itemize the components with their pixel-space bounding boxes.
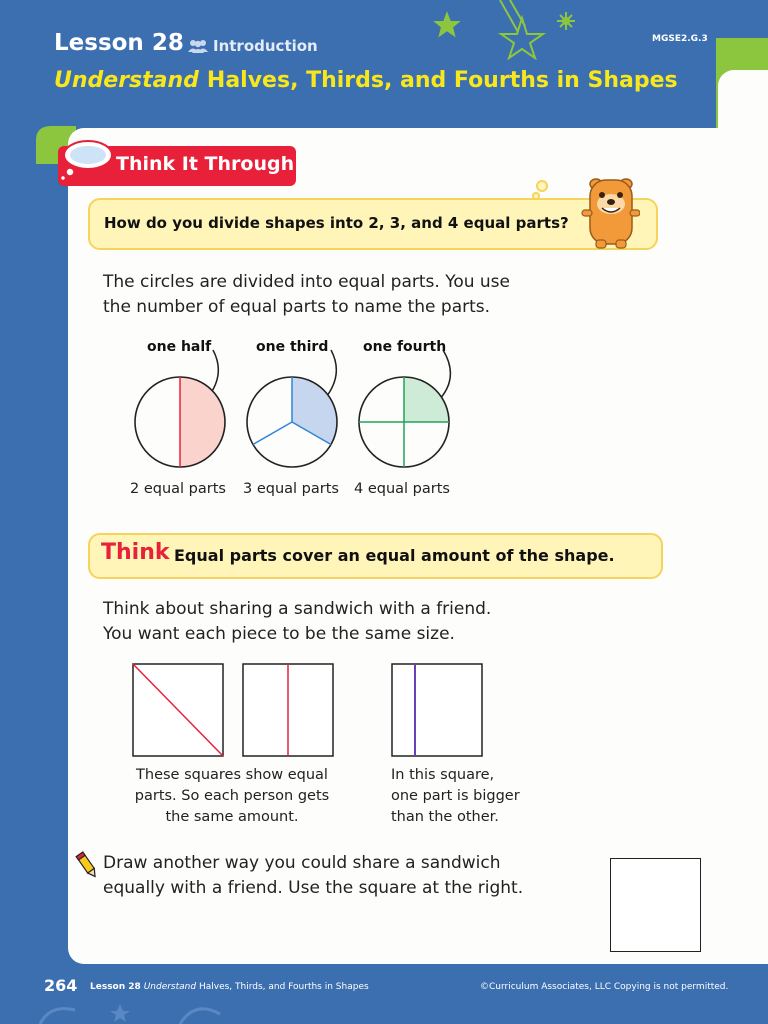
- circles-diagram: [125, 345, 465, 477]
- parts-label-4: 4 equal parts: [354, 481, 450, 497]
- lesson-number: Lesson 28: [54, 30, 184, 56]
- sandwich-line-1: Think about sharing a sandwich with a friend.: [103, 599, 492, 619]
- circle-fourths: [359, 377, 449, 467]
- intro-line-1: The circles are divided into equal parts. You use: [103, 272, 510, 292]
- caption-equal: [134, 765, 330, 828]
- title-rest: Halves, Thirds, and Fourths in Shapes: [206, 68, 678, 93]
- think-statement: Equal parts cover an equal amount of the shape.: [174, 546, 615, 565]
- footer-copyright: ©Curriculum Associates, LLC Copying is not permitted.: [480, 982, 729, 992]
- footer-lesson-num: Lesson 28: [90, 982, 141, 992]
- square-unequal: [391, 663, 483, 757]
- footer-lesson-emph: Understand: [143, 982, 197, 992]
- footer-lesson: [90, 982, 369, 992]
- sandwich-line-2: You want each piece to be the same size.: [103, 624, 455, 644]
- sandwich-paragraph: [103, 597, 491, 647]
- drawing-square[interactable]: [610, 858, 701, 952]
- caption-unequal-line-2: one part is bigger: [391, 788, 520, 804]
- mascot-icon: [530, 172, 640, 252]
- question-text: How do you divide shapes into 2, 3, and 4 equal parts?: [104, 214, 569, 232]
- people-icon: [188, 39, 208, 53]
- task-paragraph: [103, 851, 523, 901]
- label-one-half: one half: [147, 339, 212, 355]
- star-doodles: [430, 0, 590, 60]
- label-one-fourth: one fourth: [363, 339, 447, 355]
- think-it-through-title: Think It Through: [116, 153, 295, 175]
- pencil-icon: [74, 850, 100, 880]
- lesson-title: [54, 68, 678, 93]
- section-label: [188, 37, 318, 55]
- caption-equal-line-2: parts. So each person gets: [134, 788, 330, 804]
- parts-label-2: 2 equal parts: [130, 481, 226, 497]
- task-line-1: Draw another way you could share a sandwich: [103, 853, 501, 873]
- circle-thirds: [247, 377, 337, 467]
- task-line-2: equally with a friend. Use the square at the right.: [103, 878, 524, 898]
- think-word: Think: [101, 540, 170, 565]
- title-emphasis: Understand: [54, 68, 199, 93]
- footer-lesson-rest: Halves, Thirds, and Fourths in Shapes: [198, 982, 369, 992]
- caption-unequal: [391, 765, 520, 828]
- intro-line-2: the number of equal parts to name the parts.: [103, 297, 491, 317]
- page-number: 264: [44, 976, 78, 995]
- circle-halves: [135, 377, 225, 467]
- standard-code: MGSE2.G.3: [652, 34, 708, 44]
- thought-bubble-icon: [58, 138, 114, 182]
- caption-equal-line-1: These squares show equal: [136, 767, 328, 783]
- label-one-third: one third: [256, 339, 329, 355]
- swirl-decoration: [30, 996, 230, 1024]
- parts-label-3: 3 equal parts: [243, 481, 339, 497]
- caption-equal-line-3: the same amount.: [165, 809, 299, 825]
- square-vertical-half: [242, 663, 334, 757]
- caption-unequal-line-1: In this square,: [391, 767, 495, 783]
- caption-unequal-line-3: than the other.: [391, 809, 499, 825]
- square-diagonal: [132, 663, 224, 757]
- intro-paragraph: [103, 270, 510, 320]
- section-text: Introduction: [213, 37, 318, 55]
- card-tab: [718, 70, 768, 130]
